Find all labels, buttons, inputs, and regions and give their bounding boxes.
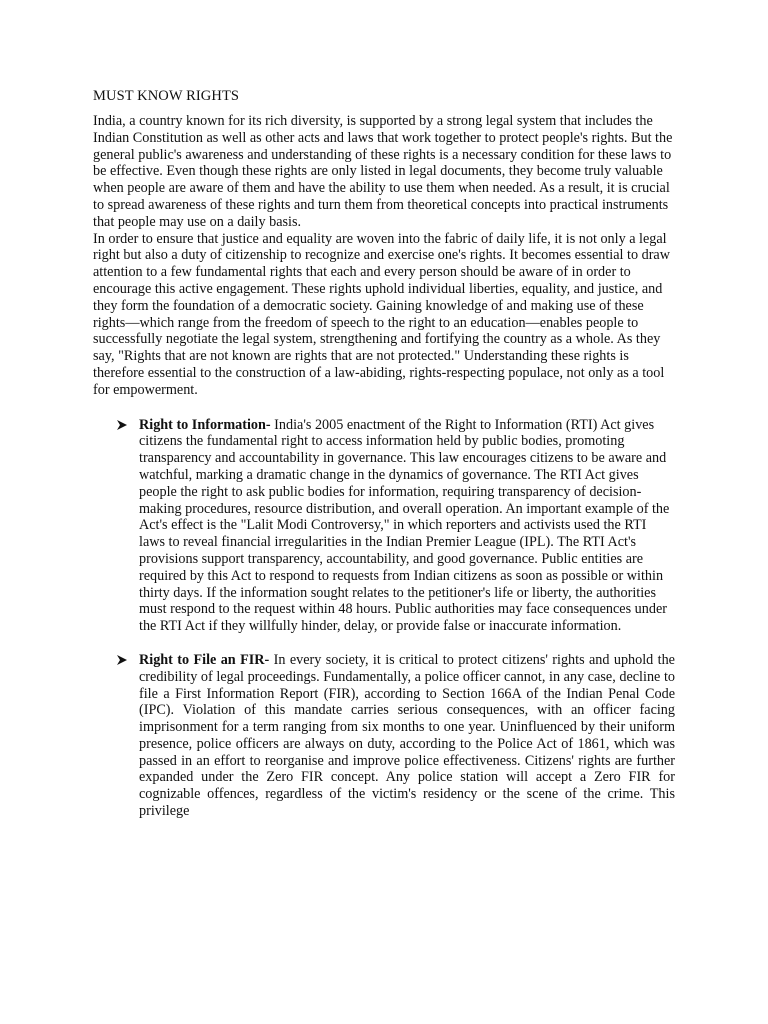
arrow-bullet-icon [116,419,128,431]
intro-paragraph-1: India, a country known for its rich diversity, is supported by a strong legal system that includes the Indian Constitution as well as other acts and laws that work together to protect people's rights. But the general public's awareness and understanding of these rights is a necessary condition for these laws to be effective. Even though these rights are only listed in legal documents, they become truly valuable when people are aware of them and have the ability to use them when needed. As a result, it is crucial to spread awareness of these rights and turn them from theoretical concepts into practical instruments that people may use on a daily basis. [93,113,673,230]
intro-paragraph-2: In order to ensure that justice and equality are woven into the fabric of daily life, it is not only a legal right but also a duty of citizenship to recognize and exercise one's rights. It becomes essential to draw attention to a few fundamental rights that each and every person should be aware of in order to encourage this active engagement. These rights uphold individual liberties, equality, and justice, and they form the foundation of a democratic society. Gaining knowledge of and making use of these rights—which range from the freedom of speech to the right to an education—enables people to successfully negotiate the legal system, strengthening and fortifying the country as a whole. As they say, "Rights that are not known are rights that are not protected." Understanding these rights is therefore essential to the construction of a law-abiding, rights-respecting populace, not only as a tool for empowerment. [93,230,670,398]
right-text: In every society, it is critical to protect citizens' rights and uphold the credibility of legal proceedings. Fundamentally, a police officer cannot, in any case, decline to file a First Information Report (FIR), according to Section 166A of the Indian Penal Code (IPC). Violation of this mandate carries serious consequences, with an officer facing imprisonment for a term ranging from six months to one year. Uninfluenced by their uniform presence, police officers are always on duty, according to the Police Act of 1861, which was passed in an effort to reorganise and improve police effectiveness. Citizens' rights are further expanded under the Zero FIR concept. Any police station will accept a Zero FIR for cognizable offences, regardless of the victim's residency or the scene of the crime. This privilege [139,651,675,820]
right-heading: Right to Information- [139,416,271,433]
list-item [93,417,675,635]
document-page [93,88,675,820]
right-heading: Right to File an FIR- [139,651,270,668]
right-text: India's 2005 enactment of the Right to Information (RTI) Act gives citizens the fundamental right to access information held by public bodies, promoting transparency and accountability in governance. This law encourages citizens to be aware and watchful, marking a dramatic change in the dynamics of governance. The RTI Act gives people the right to ask public bodies for information, requiring transparency of decision-making procedures, resource distribution, and overall operation. An important example of the Act's effect is the "Lalit Modi Controversy," in which reporters and activists used the RTI laws to reveal financial irregularities in the Indian Premier League (IPL). The RTI Act's provisions support transparency, accountability, and good governance. Public entities are required by this Act to respond to requests from Indian citizens as soon as possible or within thirty days. If the information sought relates to the petitioner's life or liberty, the authorities must respond to the request within 48 hours. Public authorities may face consequences under the RTI Act if they willfully hinder, delay, or provide false or inaccurate information. [139,416,670,635]
rights-list [93,417,675,820]
list-item [93,652,675,820]
arrow-bullet-icon [116,654,128,666]
document-title: MUST KNOW RIGHTS [93,88,240,104]
